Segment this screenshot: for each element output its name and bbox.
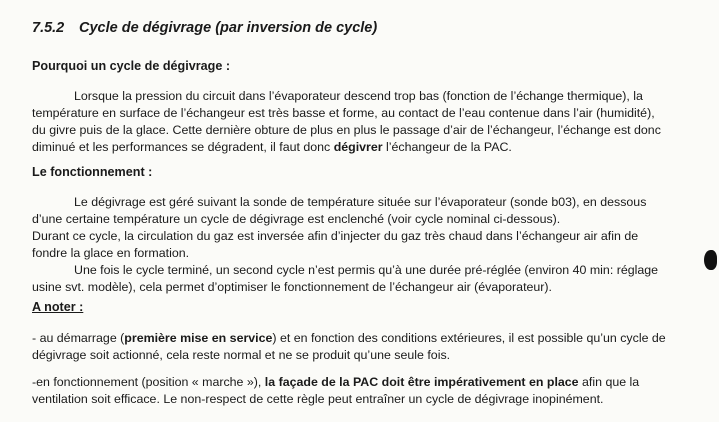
text-line: Une fois le cycle terminé, un second cycle n’est permis qu’à une durée pré-réglée (environ 40 min: réglage [74, 263, 659, 277]
scan-artifact [704, 250, 717, 270]
note-heading: A noter : [32, 300, 84, 314]
text-line: dégivrage soit actionné, cela reste normal et ne se produit qu’une seule fois. [32, 348, 451, 362]
text-line: diminué et les performances se dégradent, il faut donc dégivrer l’échangeur de la PAC. [32, 140, 512, 154]
text-line: -en fonctionnement (position « marche »), la façade de la PAC doit être impérativement en place afin que la [32, 375, 640, 389]
why-paragraph [32, 88, 704, 156]
text-line: usine svt. modèle), cela permet d’optimiser le fonctionnement de l’échangeur air (évaporateur). [32, 280, 552, 294]
text-line: Le dégivrage est géré suivant la sonde de température située sur l’évaporateur (sonde b03), en dessous [74, 195, 647, 209]
text-line: ventilation soit efficace. Le non-respect de cette règle peut entraîner un cycle de dégivrage inopinément. [32, 392, 604, 406]
why-heading: Pourquoi un cycle de dégivrage : [32, 59, 231, 73]
section-heading [32, 20, 377, 36]
text-line: fondre la glace en formation. [32, 246, 190, 260]
text-line: du givre puis de la glace. Cette dernière obture de plus en plus le passage d’air de l’échangeur, l’échange est donc [32, 123, 661, 137]
text-line: Lorsque la pression du circuit dans l’évaporateur descend trop bas (fonction de l’échange thermique), la [74, 89, 643, 103]
operation-heading: Le fonctionnement : [32, 165, 153, 179]
note-item-1 [32, 330, 704, 364]
text-line: température en surface de l’échangeur est très basse et forme, au contact de l’eau contenue dans l’air (humidité), [32, 106, 655, 120]
bold-term: première mise en service [124, 331, 273, 345]
text-line: d’une certaine température un cycle de dégivrage est enclenché (voir cycle nominal ci-dessous). [32, 212, 561, 226]
section-number: 7.5.2 [32, 20, 65, 36]
text-line: - au démarrage (première mise en service) et en fonction des conditions extérieures, il est possible qu’un cycle de [32, 331, 666, 345]
text-line: Durant ce cycle, la circulation du gaz est inversée afin d’injecter du gaz très chaud dans l’échangeur air afin de [32, 229, 639, 243]
section-title: Cycle de dégivrage (par inversion de cycle) [79, 20, 378, 36]
bold-term: la façade de la PAC doit être impérativement en place [264, 375, 579, 389]
operation-paragraph [32, 194, 704, 296]
bold-term: dégivrer [333, 140, 383, 154]
note-item-2 [32, 374, 704, 408]
